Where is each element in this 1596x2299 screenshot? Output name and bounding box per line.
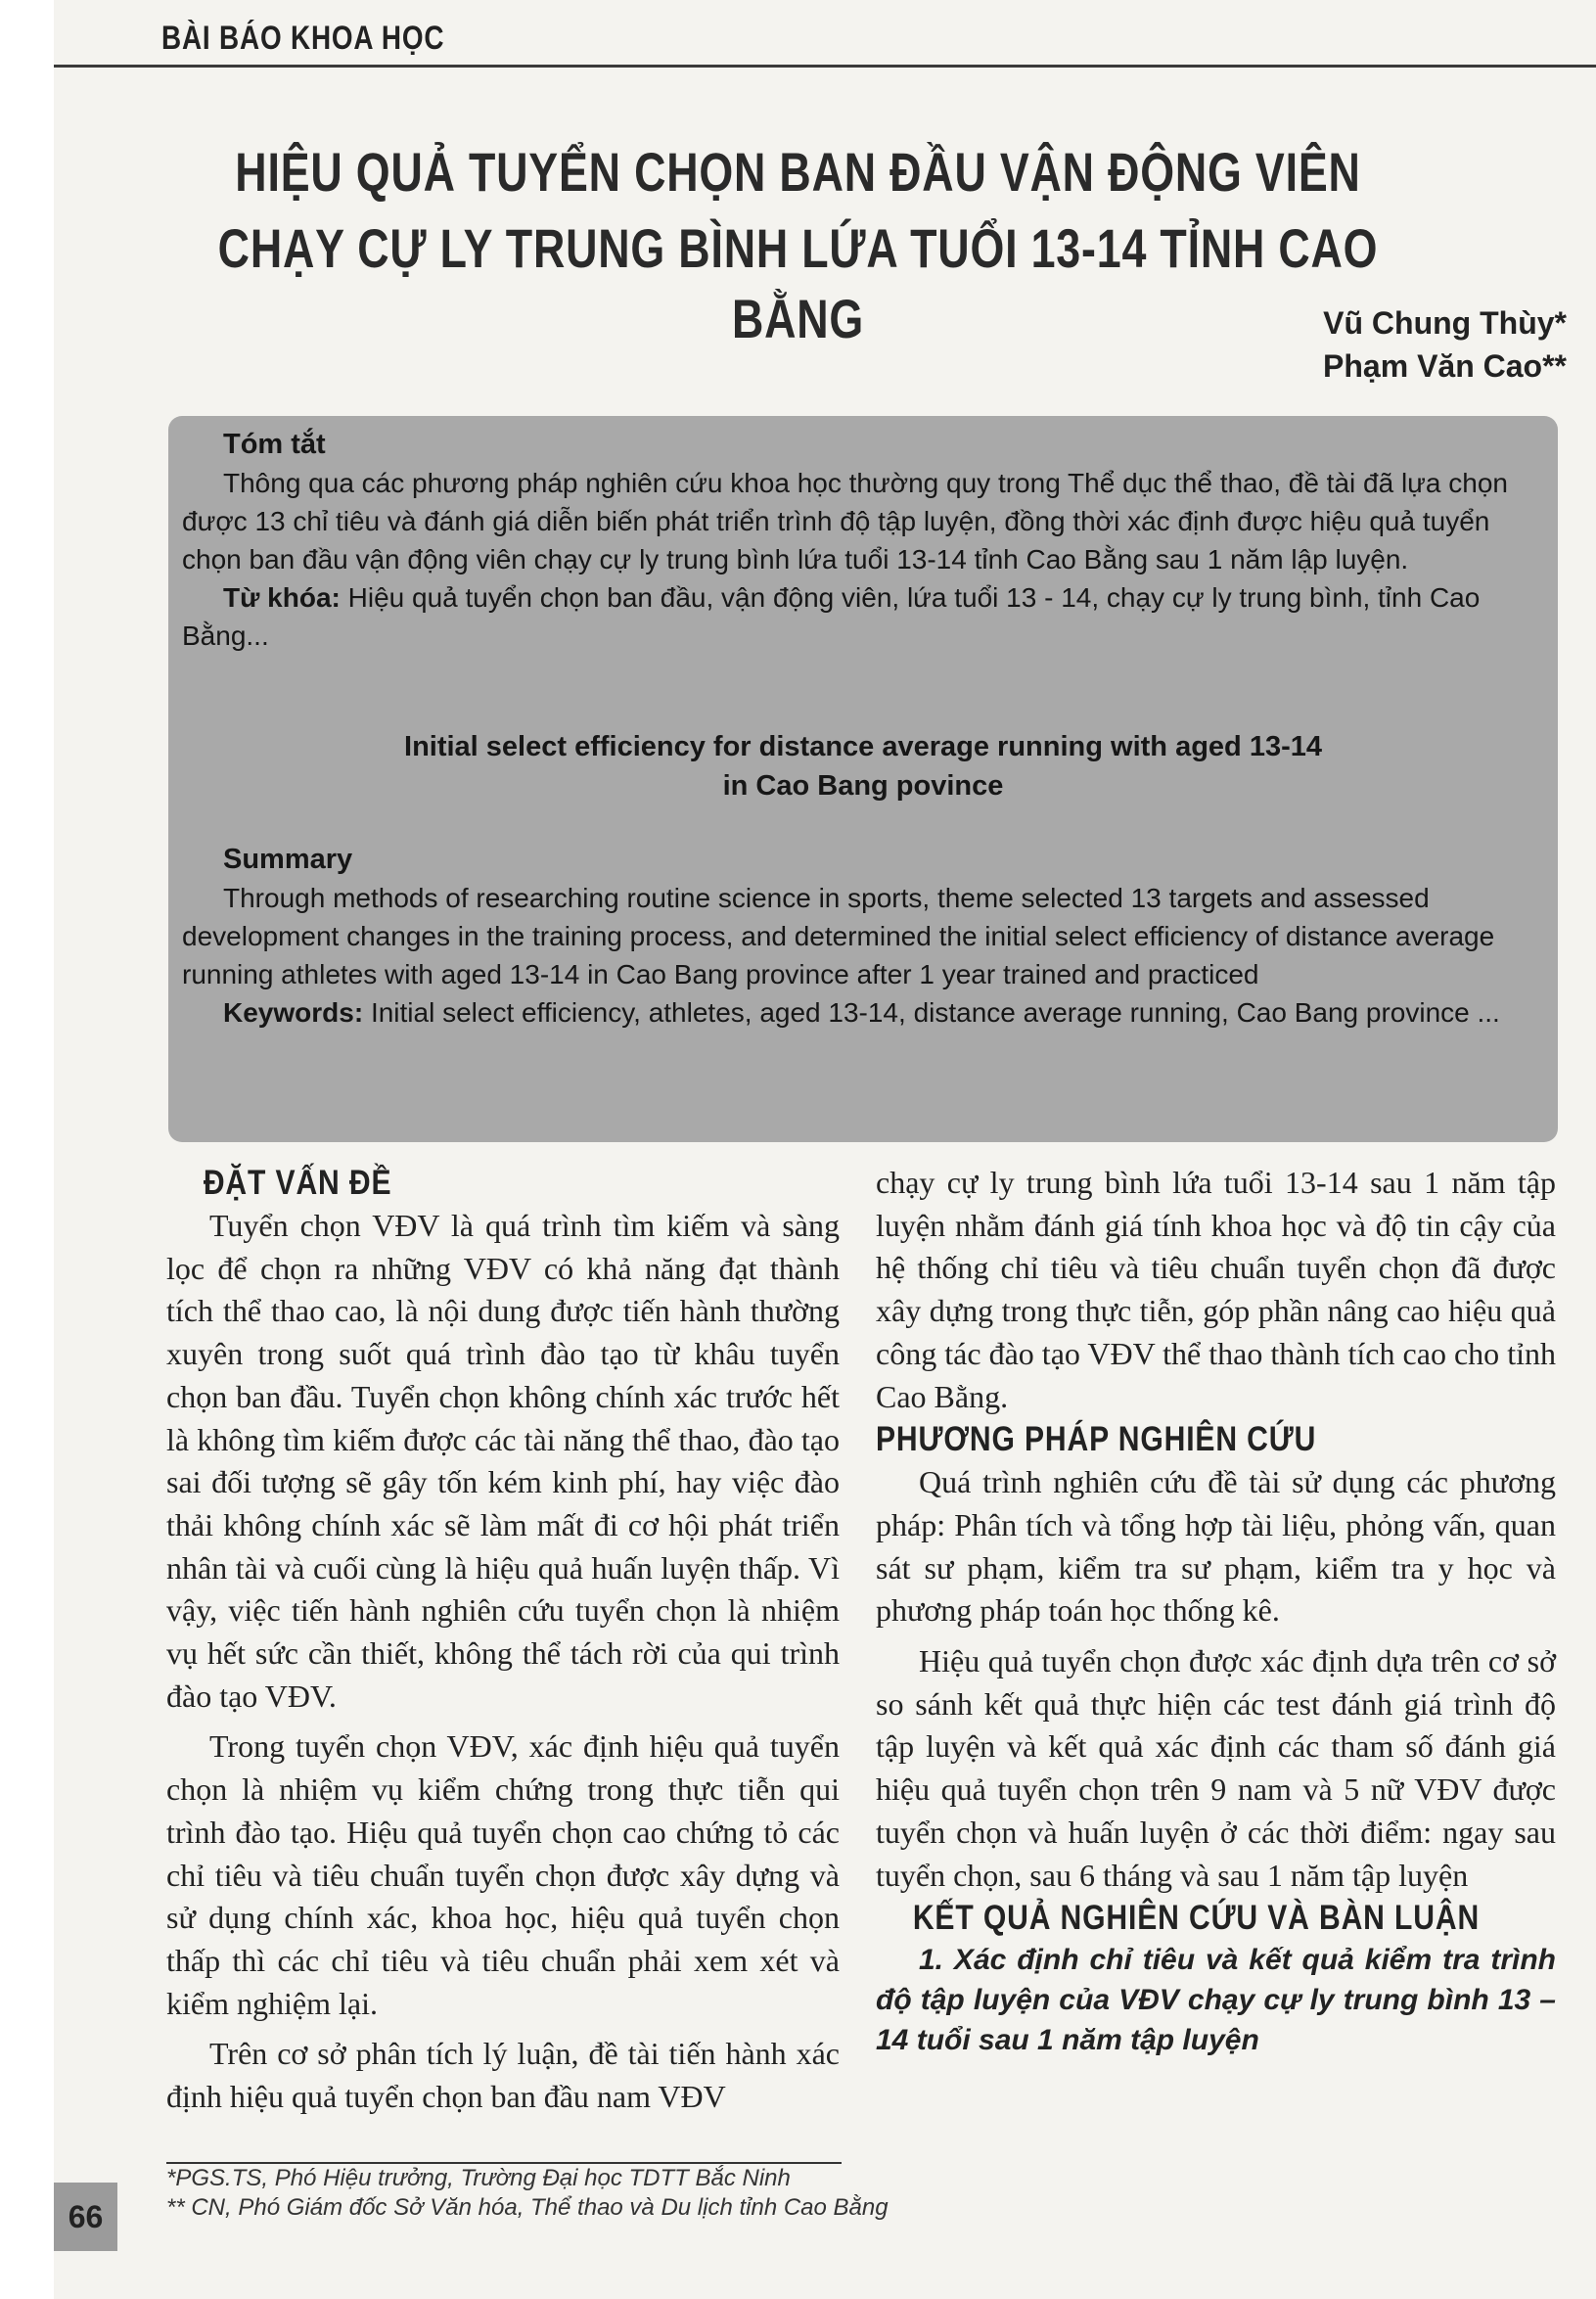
abstract-heading: Tóm tắt — [223, 429, 326, 460]
footnote-2: ** CN, Phó Giám đốc Sở Văn hóa, Thể thao và Du lịch tỉnh Cao Bằng — [166, 2194, 889, 2221]
keywords-vi — [182, 578, 1544, 655]
summary-text: Through methods of researching routine science in sports, theme selected 13 targets and assessed development changes in the training process, and determined the initial select efficiency of distance average running athletes with aged 13-14 in Cao Bang province after 1 year trained and practiced — [182, 883, 1495, 989]
footnote-rule — [166, 2162, 842, 2164]
summary-heading: Summary — [223, 844, 353, 875]
paragraph-3-continued: chạy cự ly trung bình lứa tuổi 13-14 sau 1 năm tập luyện nhằm đánh giá tính khoa học và độ tin cậy của hệ thống chỉ tiêu và tiêu chuẩn tuyển chọn đã được xây dựng trong thực tiễn, góp phần nâng cao hiệu quả công tác đào tạo VĐV thể thao thành tích cao cho tỉnh Cao Bằng. — [876, 1165, 1556, 1414]
author-1: Vũ Chung Thùy* — [1323, 305, 1567, 341]
section-heading-introduction: ĐẶT VẤN ĐỀ — [203, 1164, 392, 1202]
english-title-line-2: in Cao Bang povince — [722, 770, 1004, 802]
section-label: BÀI BÁO KHOA HỌC — [161, 20, 445, 57]
paragraph-1: Tuyển chọn VĐV là quá trình tìm kiếm và sàng lọc để chọn ra những VĐV có khả năng đạt thành tích thể thao cao, là nội dung được tiến hành thường xuyên trong suốt quá trình đào tạo từ khâu tuyển chọn ban đầu. Tuyển chọn không chính xác trước hết là không tìm kiếm được các tài năng thể thao, đào tạo sai đối tượng sẽ gây tốn kém kinh phí, hay việc đào thải không chính xác sẽ làm mất đi cơ hội phát triển nhân tài và cuối cùng là hiệu quả huấn luyện thấp. Vì vậy, việc tiến hành nghiên cứu tuyển chọn là nhiệm vụ hết sức cần thiết, không thể tách rời của qui trình đào tạo VĐV. — [166, 1208, 840, 1714]
keywords-en-label: Keywords: — [223, 997, 364, 1028]
keywords-en — [182, 993, 1544, 1032]
page-number: 66 — [54, 2183, 117, 2251]
keywords-vi-label: Từ khóa: — [223, 582, 341, 613]
abstract-box — [168, 416, 1558, 1142]
article-title-line-1: HIỆU QUẢ TUYỂN CHỌN BAN ĐẦU VẬN ĐỘNG VIÊN — [235, 141, 1361, 203]
page-margin — [0, 0, 54, 2299]
body-column-left — [166, 1162, 840, 2119]
footnote-1: *PGS.TS, Phó Hiệu trưởng, Trường Đại học TDTT Bắc Ninh — [166, 2165, 791, 2191]
abstract-vietnamese — [182, 426, 1544, 655]
english-title — [266, 727, 1460, 805]
article-title-line-2: CHẠY CỰ LY TRUNG BÌNH LỨA TUỔI 13-14 TỈNH CAO BẰNG — [217, 217, 1379, 349]
paragraph-3: Trên cơ sở phân tích lý luận, đề tài tiến hành xác định hiệu quả tuyển chọn ban đầu nam VĐV — [166, 2036, 840, 2115]
header-rule — [54, 65, 1596, 68]
subsection-heading-1: 1. Xác định chỉ tiêu và kết quả kiểm tra trình độ tập luyện của VĐV chạy cự ly trung bình 13 – 14 tuổi sau 1 năm tập luyện — [876, 1944, 1556, 2057]
paragraph-2: Trong tuyển chọn VĐV, xác định hiệu quả tuyển chọn là nhiệm vụ kiểm chứng trong thực tiễn qui trình đào tạo. Hiệu quả tuyển chọn cao chứng tỏ các chỉ tiêu và tiêu chuẩn tuyển chọn được xây dựng và sử dụng chính xác, khoa học, hiệu quả tuyển chọn thấp thì các chỉ tiêu và tiêu chuẩn phải xem xét và kiểm nghiệm lại. — [166, 1728, 840, 2021]
section-heading-results: KẾT QUẢ NGHIÊN CỨU VÀ BÀN LUẬN — [912, 1899, 1481, 1938]
abstract-english — [182, 841, 1544, 1032]
author-2: Phạm Văn Cao** — [1323, 348, 1567, 384]
keywords-en-text: Initial select efficiency, athletes, aged 13-14, distance average running, Cao Bang province ... — [370, 997, 1500, 1028]
body-column-right — [876, 1162, 1556, 2060]
paragraph-5: Hiệu quả tuyển chọn được xác định dựa trên cơ sở so sánh kết quả thực hiện các test đánh giá trình độ tập luyện và kết quả xác định các tham số đánh giá hiệu quả tuyển chọn trên 9 nam và 5 nữ VĐV được tuyển chọn và huấn luyện ở các thời điểm: ngay sau tuyển chọn, sau 6 tháng và sau 1 năm tập luyện — [876, 1643, 1556, 1893]
english-title-line-1: Initial select efficiency for distance average running with aged 13-14 — [404, 731, 1322, 762]
abstract-text: Thông qua các phương pháp nghiên cứu khoa học thường quy trong Thể dục thể thao, đề tài đã lựa chọn được 13 chỉ tiêu và đánh giá diễn biến phát triển trình độ tập luyện, đồng thời xác định được hiệu quả tuyển chọn ban đầu vận động viên chạy cự ly trung bình lứa tuổi 13-14 tỉnh Cao Bằng sau 1 năm lập luyện. — [182, 468, 1508, 575]
keywords-vi-text: Hiệu quả tuyển chọn ban đầu, vận động viên, lứa tuổi 13 - 14, chạy cự ly trung bình, tỉnh Cao Bằng... — [182, 582, 1481, 651]
paragraph-4: Quá trình nghiên cứu đề tài sử dụng các phương pháp: Phân tích và tổng hợp tài liệu, phỏng vấn, quan sát sư phạm, kiểm tra sư phạm, kiểm tra y học và phương pháp toán học thống kê. — [876, 1464, 1556, 1629]
section-heading-methods: PHƯƠNG PHÁP NGHIÊN CỨU — [876, 1420, 1317, 1459]
